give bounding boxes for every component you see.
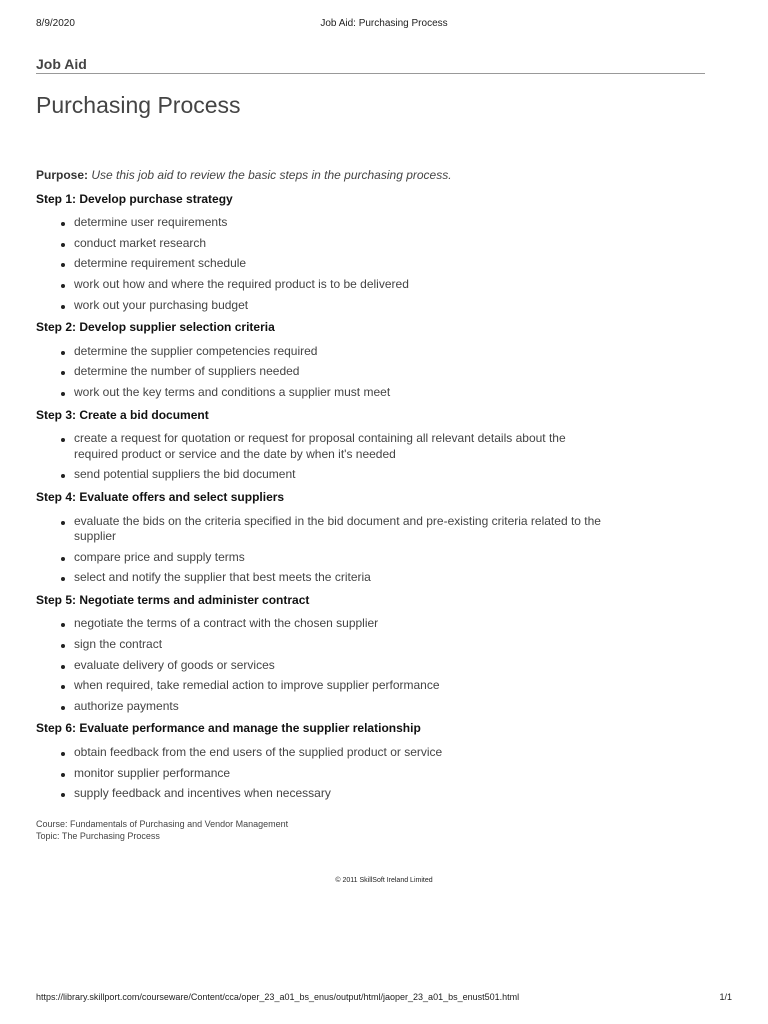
list-item: supply feedback and incentives when necessary bbox=[74, 786, 676, 802]
step-heading: Step 4: Evaluate offers and select suppliers bbox=[36, 489, 285, 504]
steps-list bbox=[36, 192, 676, 802]
list-item: determine user requirements bbox=[74, 215, 676, 231]
print-footer bbox=[36, 992, 732, 1006]
list-item: determine the supplier competencies required bbox=[74, 344, 676, 360]
list-item: evaluate the bids on the criteria specified in the bid document and pre-existing criteria related to the supplier bbox=[74, 514, 676, 545]
list-item: send potential suppliers the bid document bbox=[74, 467, 676, 483]
print-title: Job Aid: Purchasing Process bbox=[320, 18, 448, 29]
page-url: https://library.skillport.com/courseware/Content/cca/oper_23_a01_bs_enus/output/html/jaoper_23_a01_bs_enust501.html bbox=[36, 992, 520, 1002]
purpose-label: Purpose: bbox=[36, 168, 89, 182]
step-items bbox=[36, 344, 676, 401]
content bbox=[36, 168, 676, 809]
step-section bbox=[36, 320, 676, 400]
step-items bbox=[36, 514, 676, 586]
step-heading: Step 5: Negotiate terms and administer contract bbox=[36, 592, 310, 607]
course-name: Course: Fundamentals of Purchasing and Vendor Management bbox=[36, 819, 289, 829]
print-header bbox=[36, 18, 732, 32]
list-item: conduct market research bbox=[74, 236, 676, 252]
list-item: when required, take remedial action to improve supplier performance bbox=[74, 678, 676, 694]
list-item: authorize payments bbox=[74, 699, 676, 715]
step-heading: Step 3: Create a bid document bbox=[36, 407, 209, 422]
step-items bbox=[36, 745, 676, 802]
list-item: evaluate delivery of goods or services bbox=[74, 658, 676, 674]
list-item: work out how and where the required product is to be delivered bbox=[74, 277, 676, 293]
list-item: work out your purchasing budget bbox=[74, 298, 676, 314]
list-item: determine the number of suppliers needed bbox=[74, 364, 676, 380]
copyright: © 2011 SkillSoft Ireland Limited bbox=[335, 877, 433, 884]
step-section bbox=[36, 408, 676, 483]
step-items bbox=[36, 616, 676, 714]
step-section bbox=[36, 192, 676, 314]
list-item: sign the contract bbox=[74, 637, 676, 653]
course-info bbox=[36, 818, 288, 842]
list-item: create a request for quotation or request for proposal containing all relevant details about the required product or service and the date by when it's needed bbox=[74, 431, 676, 462]
topic-name: Topic: The Purchasing Process bbox=[36, 831, 160, 842]
print-date: 8/9/2020 bbox=[36, 18, 75, 29]
header-divider bbox=[36, 73, 705, 74]
purpose-text: Use this job aid to review the basic steps in the purchasing process. bbox=[91, 168, 452, 182]
purpose bbox=[36, 168, 676, 184]
job-aid-label: Job Aid bbox=[36, 56, 87, 72]
page-number: 1/1 bbox=[719, 992, 732, 1002]
step-heading: Step 1: Develop purchase strategy bbox=[36, 191, 233, 206]
step-section bbox=[36, 593, 676, 715]
list-item: select and notify the supplier that best meets the criteria bbox=[74, 570, 676, 586]
step-heading: Step 2: Develop supplier selection criteria bbox=[36, 320, 275, 335]
list-item: obtain feedback from the end users of the supplied product or service bbox=[74, 745, 676, 761]
step-items bbox=[36, 215, 676, 313]
list-item: monitor supplier performance bbox=[74, 766, 676, 782]
step-section bbox=[36, 490, 676, 586]
list-item: work out the key terms and conditions a supplier must meet bbox=[74, 385, 676, 401]
step-heading: Step 6: Evaluate performance and manage the supplier relationship bbox=[36, 721, 421, 736]
step-section bbox=[36, 721, 676, 801]
list-item: compare price and supply terms bbox=[74, 550, 676, 566]
step-items bbox=[36, 431, 676, 483]
list-item: negotiate the terms of a contract with the chosen supplier bbox=[74, 616, 676, 632]
list-item: determine requirement schedule bbox=[74, 256, 676, 272]
page-title: Purchasing Process bbox=[36, 92, 241, 118]
